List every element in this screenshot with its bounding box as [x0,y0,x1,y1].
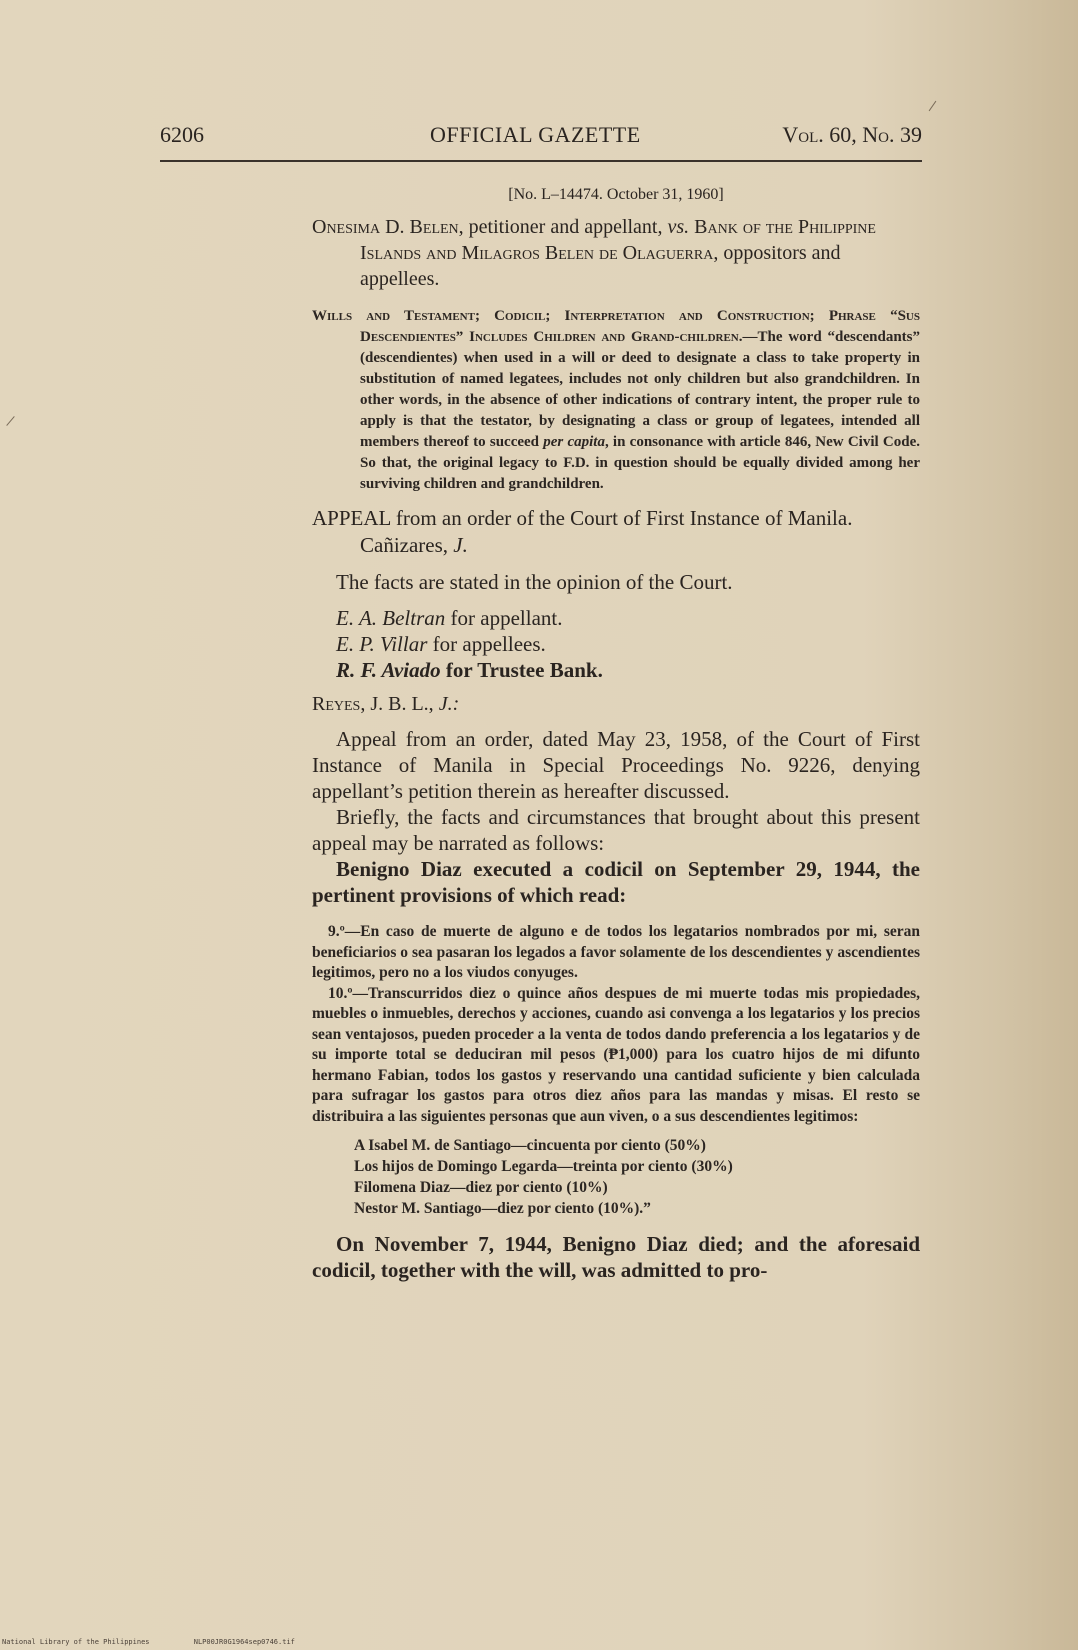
distribution-item: Filomena Diaz—diez por ciento (10%) [354,1179,608,1196]
document-body [312,180,920,1283]
case-parties [312,214,920,292]
petitioner-name: Onesima D. Belen [312,216,459,238]
counsel-item [312,657,920,683]
footer-file: NLP00JR0G1964sep0746.tif [193,1638,295,1646]
appeal-line [312,505,920,559]
appeal-lead: APPEAL [312,506,391,530]
footer-library: National Library of the Philippines [2,1638,150,1646]
volume-issue: Vol. 60, No. 39 [782,122,922,147]
ponente-name: Reyes, J. B. L., [312,693,439,715]
distribution-item: Los hijos de Domingo Legarda—treinta por ciento (30%) [354,1158,733,1175]
final-paragraph: On November 7, 1944, Benigno Diaz died; and the aforesaid codicil, together with the will, was admitted to pro- [312,1232,920,1282]
codicil-clause-10: 10.º—Transcurridos diez o quince años despues de mi muerte todas mis propiedades, muebles o inmuebles, derechos y acciones, cuando asi convenga a los legatarios y los precios sean ventajosos, pueden proceder a la venta de todos dando preferencia a los legatarios y de su importe total se deduciran mil pesos (₱1,000) para los cuatro hijos de mi difunto hermano Fabian, todos los gastos y reservando una cantidad suficiente y bien calculada para sufragar los gastos para otros diez años para las mandas y misas. El resto se distribuira a las siguientes personas que aun viven, o a sus descendientes legitimos: [312,984,920,1125]
counsel-role: for appellees. [427,632,546,656]
ponente-suffix: J.: [438,693,460,715]
counsel-item [312,605,920,631]
opinion-paragraph: Benigno Diaz executed a codicil on September 29, 1944, the pertinent provisions of which read: [312,857,920,907]
page-header [160,122,922,156]
page-number: 6206 [160,122,204,147]
appeal-text: from an order of the Court of First Instance of Manila. Cañizares, [360,506,853,557]
opinion-paragraph: Appeal from an order, dated May 23, 1958, of the Court of First Instance of Manila in Special Proceedings No. 9226, denying appellant’s petition therein as hereafter discussed. [312,727,920,803]
header-rule [160,160,922,162]
counsel-name: E. P. Villar [336,632,428,656]
counsel-name: E. A. Beltran [336,606,446,630]
distribution-item: Nestor M. Santiago—diez por ciento (10%).” [354,1200,651,1217]
counsel-name: R. F. Aviado [336,658,441,682]
distribution-list [312,1135,920,1219]
syllabus-text: —The word “descendants” (descendientes) when used in a will or deed to designate a class to take property in substitution of named legatees, includes not only children but also grandchildren. In other words, in the absence of other indications of contrary intent, the proper rule to apply is that the testator, by designating a class or group of legatees, intended all members thereof to succeed [360,329,920,450]
syllabus-latin: per capita [543,434,605,450]
petitioner-role: , petitioner and appellant, [458,216,668,238]
respondents-role: , oppositors and appellees. [360,242,841,290]
respondents-name: Bank of the Philippine Islands and Milagros Belen de Olaguerra [360,216,876,264]
codicil-clause-9: 9.º—En caso de muerte de alguno e de todos los legatarios nombrados por mi, seran beneficiarios o sea pasaran los legados a favor solamente de los descendientes y ascendientes legitimos, pero no a los viudos conyuges. [312,923,920,981]
appeal-judge-initial: J. [453,533,468,557]
distribution-item: A Isabel M. de Santiago—cincuenta por ciento (50%) [354,1137,706,1154]
counsel-role: for Trustee Bank. [440,658,603,682]
ponente [312,693,920,716]
scan-footer [2,1638,335,1646]
versus: vs. [667,216,690,238]
gazette-title: OFFICIAL GAZETTE [430,122,641,147]
counsel-item [312,631,920,657]
facts-line: The facts are stated in the opinion of the Court. [336,570,733,594]
case-number: [No. L–14474. October 31, 1960] [508,186,724,203]
syllabus-heading: Wills and Testament; Codicil; Interpretation and Construction; Phrase “Sus Descendientes” Includes Children and Grand-children. [312,308,920,345]
syllabus-text-end: , in consonance with article 846, New Civil Code. So that, the original legacy to F.D. in question should be equally divided among her surviving children and grandchildren. [360,434,920,492]
counsel-list [312,605,920,683]
opinion-paragraph: Briefly, the facts and circumstances that brought about this present appeal may be narrated as follows: [312,805,920,855]
counsel-role: for appellant. [445,606,563,630]
syllabus [312,306,920,495]
